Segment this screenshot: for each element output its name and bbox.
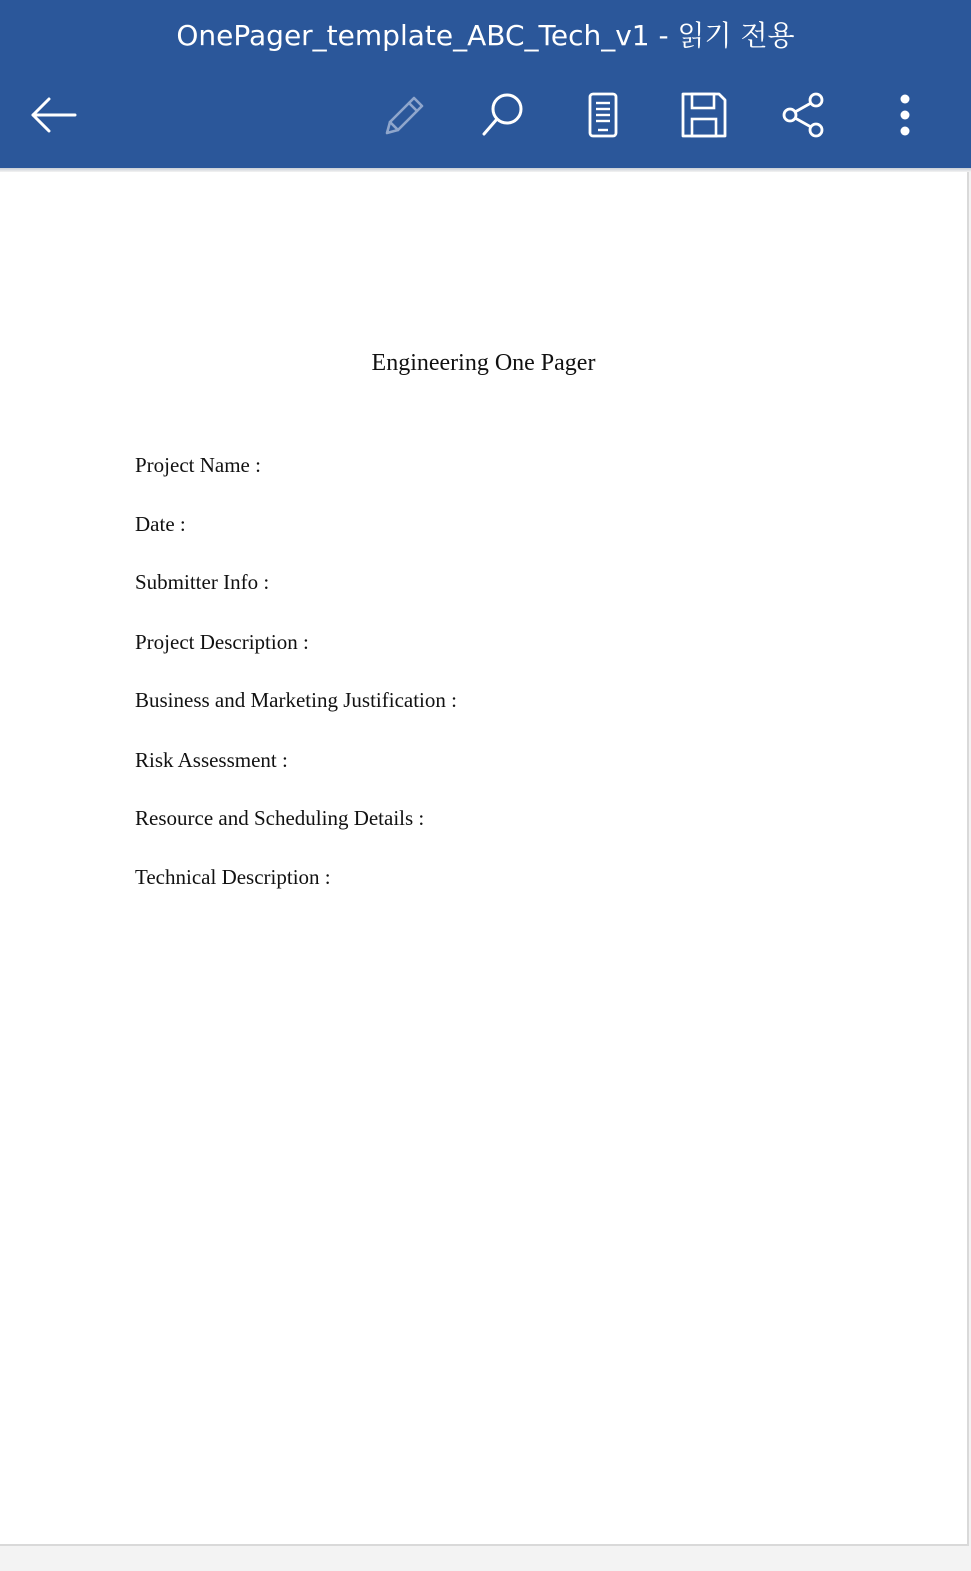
app-header bbox=[0, 0, 971, 168]
pencil-icon bbox=[377, 89, 429, 141]
field-business-justification: Business and Marketing Justification : bbox=[135, 688, 457, 712]
back-button[interactable] bbox=[26, 88, 80, 142]
field-project-description: Project Description : bbox=[135, 630, 309, 654]
field-date: Date : bbox=[135, 512, 186, 536]
field-project-name: Project Name : bbox=[135, 453, 261, 477]
document-page[interactable] bbox=[0, 172, 969, 1546]
share-button[interactable] bbox=[776, 88, 830, 142]
more-options-button[interactable] bbox=[878, 88, 932, 142]
mobile-view-icon bbox=[577, 89, 629, 141]
more-vertical-icon bbox=[879, 89, 931, 141]
bottom-area bbox=[0, 1546, 971, 1571]
field-submitter-info: Submitter Info : bbox=[135, 570, 270, 594]
find-button[interactable] bbox=[476, 88, 530, 142]
field-technical-description: Technical Description : bbox=[135, 865, 331, 889]
document-title-bar: OnePager_template_ABC_Tech_v1 - 읽기 전용 bbox=[176, 19, 795, 52]
search-icon bbox=[477, 89, 529, 141]
share-icon bbox=[777, 89, 829, 141]
save-button[interactable] bbox=[677, 88, 731, 142]
field-risk-assessment: Risk Assessment : bbox=[135, 748, 288, 772]
edit-button[interactable] bbox=[376, 88, 430, 142]
field-resource-scheduling: Resource and Scheduling Details : bbox=[135, 806, 425, 830]
arrow-left-icon bbox=[27, 89, 79, 141]
mobile-view-button[interactable] bbox=[576, 88, 630, 142]
document-heading: Engineering One Pager bbox=[371, 350, 596, 376]
save-icon bbox=[678, 89, 730, 141]
